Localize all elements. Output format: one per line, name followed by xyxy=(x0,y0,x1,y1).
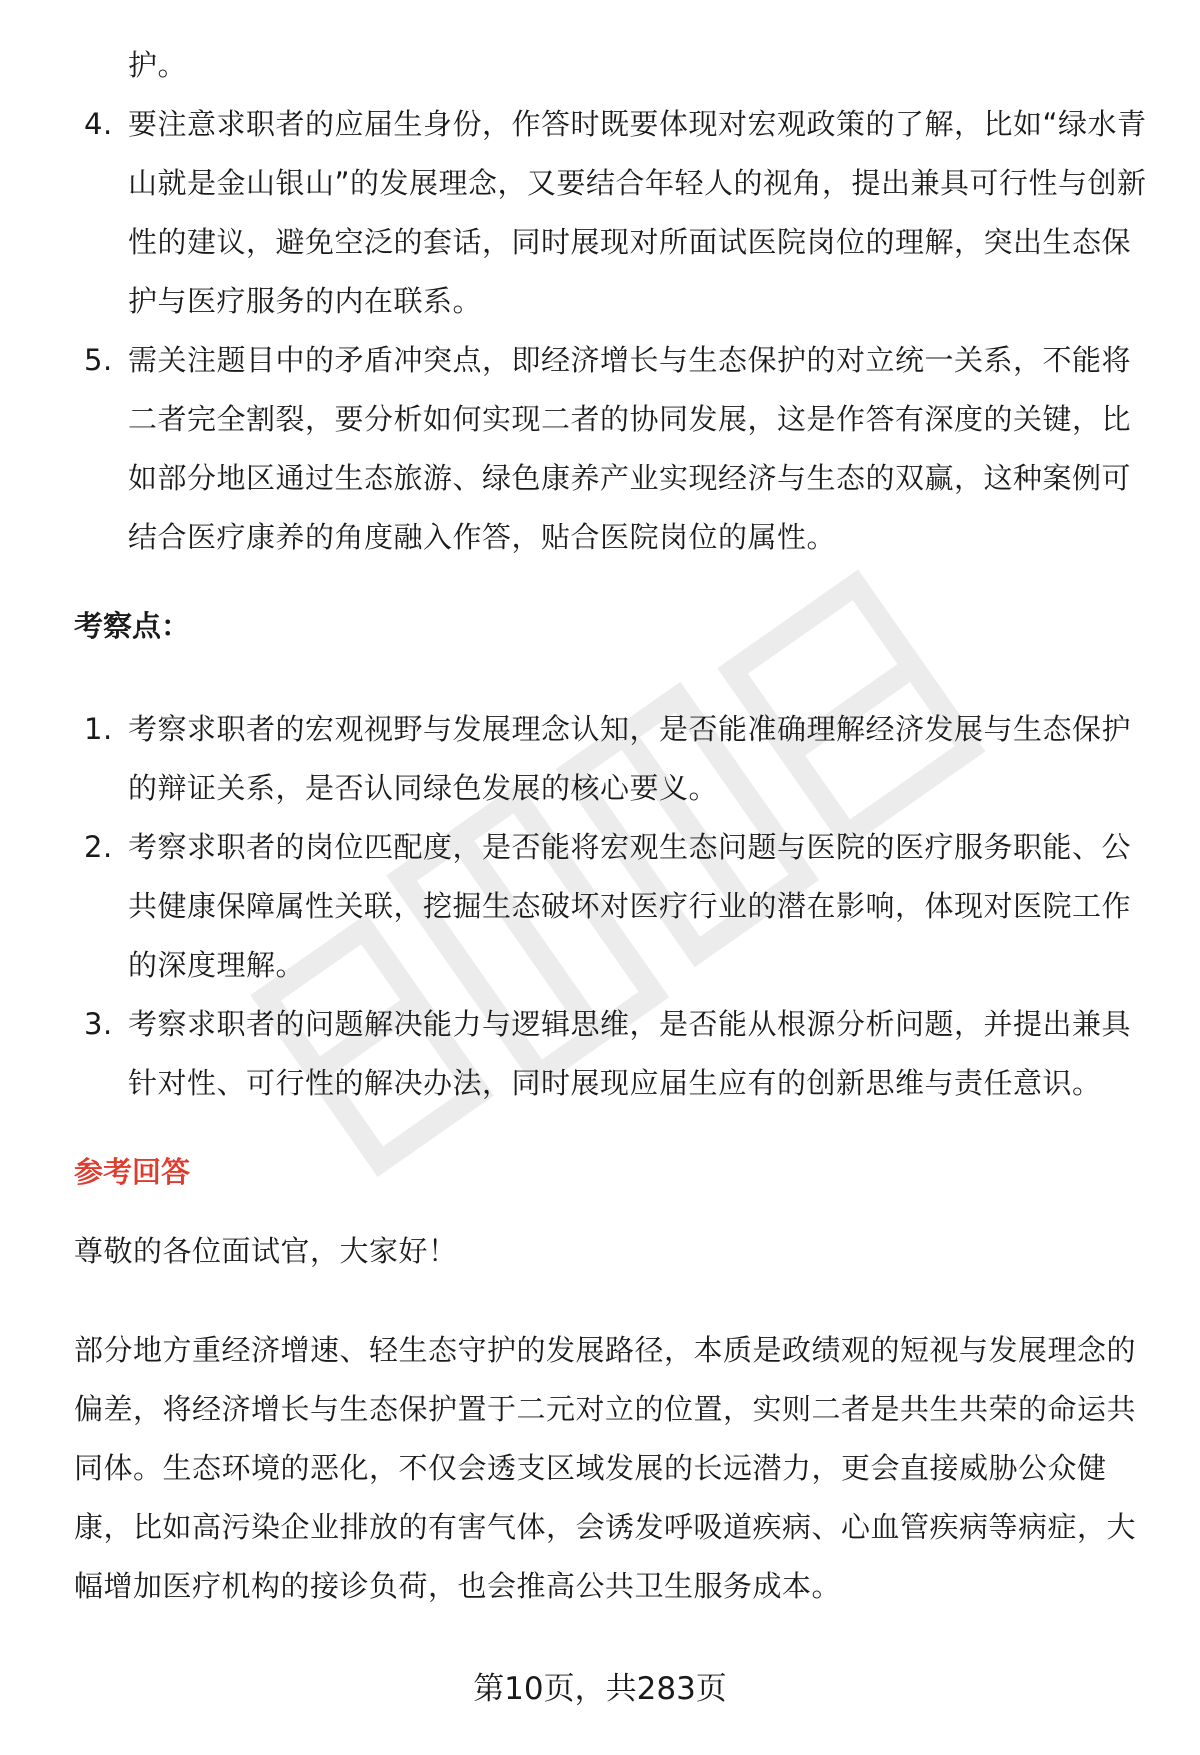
section-heading-points: 考察点： xyxy=(74,609,191,643)
list-item-text: 考察求职者的问题解决能力与逻辑思维，是否能从根源分析问题，并提出兼具针对性、可行性的解决办法，同时展现应届生应有的创新思维与责任意识。 xyxy=(128,1007,1132,1100)
answer-paragraph: 部分地方重经济增速、轻生态守护的发展路径，本质是政绩观的短视与发展理念的偏差，将经济增长与生态保护置于二元对立的位置，实则二者是共生共荣的命运共同体。生态环境的恶化，不仅会透支区域发展的长远潜力，更会直接威胁公众健康，比如高污染企业排放的有害气体，会诱发呼吸道疾病、心血管疾病等病症，大幅增加医疗机构的接诊负荷，也会推高公共卫生服务成本。 xyxy=(74,1333,1137,1603)
list-item-text: 考察求职者的岗位匹配度，是否能将宏观生态问题与医院的医疗服务职能、公共健康保障属性关联，挖掘生态破坏对医疗行业的潜在影响，体现对医院工作的深度理解。 xyxy=(128,830,1132,982)
list-item xyxy=(74,95,1149,331)
list-item-number: 5. xyxy=(84,343,113,377)
list-item-text: 要注意求职者的应届生身份，作答时既要体现对宏观政策的了解，比如“绿水青山就是金山银山”的发展理念，又要结合年轻人的视角，提出兼具可行性与创新性的建议，避免空泛的套话，同时展现对所面试医院岗位的理解，突出生态保护与医疗服务的内在联系。 xyxy=(128,107,1147,318)
section-heading-answer: 参考回答 xyxy=(74,1155,191,1189)
list-item-number: 3. xyxy=(84,1007,113,1041)
page-number-footer: 第10页，共283页 xyxy=(473,1671,727,1707)
list-item-number: 4. xyxy=(84,107,113,141)
list-item-text: 需关注题目中的矛盾冲突点，即经济增长与生态保护的对立统一关系，不能将二者完全割裂，要分析如何实现二者的协同发展，这是作答有深度的关键，比如部分地区通过生态旅游、绿色康养产业实现经济与生态的双赢，这种案例可结合医疗康养的角度融入作答，贴合医院岗位的属性。 xyxy=(128,343,1132,554)
answer-greeting: 尊敬的各位面试官，大家好！ xyxy=(74,1234,458,1268)
list-item xyxy=(74,995,1149,1113)
list-item-text: 考察求职者的宏观视野与发展理念认知，是否能准确理解经济发展与生态保护的辩证关系，是否认同绿色发展的核心要义。 xyxy=(128,712,1132,805)
document-body xyxy=(74,36,1149,1616)
list-item xyxy=(74,818,1149,995)
list-item xyxy=(74,700,1149,818)
points-list xyxy=(74,700,1149,1113)
continuation-text: 护。 xyxy=(128,48,188,82)
tips-list xyxy=(74,95,1149,567)
list-item-number: 1. xyxy=(84,712,113,746)
list-item xyxy=(74,331,1149,567)
list-item-number: 2. xyxy=(84,830,113,864)
